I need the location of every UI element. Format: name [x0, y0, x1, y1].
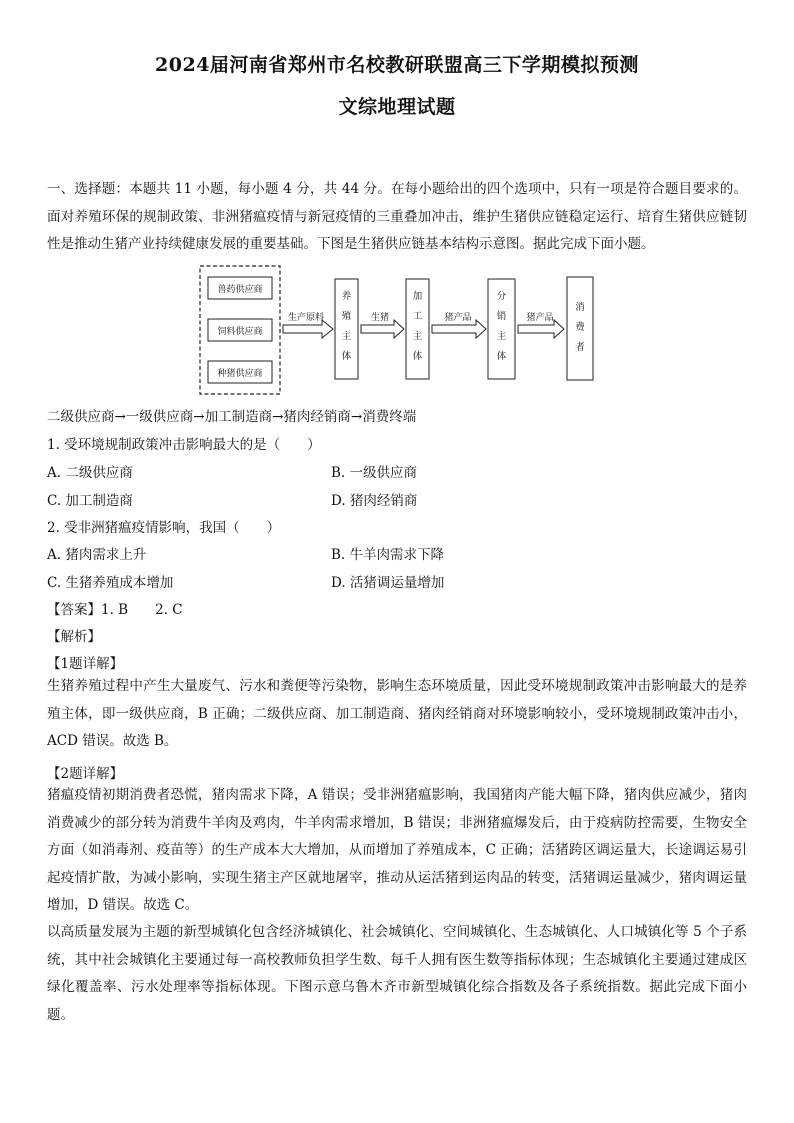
stage-label-consumer: 消费者 [575, 302, 585, 353]
analysis-label: 【解析】 [47, 629, 101, 645]
detail-1-label: 【1题详解】 [47, 656, 124, 672]
supplier-label-vet: 兽药供应商 [217, 285, 263, 295]
stage-label-farming: 养殖主体 [341, 291, 352, 362]
q1-stem: 1. 受环境规制政策冲击影响最大的是（ ） [47, 437, 321, 453]
arrow-label-3: 猪产品 [444, 313, 472, 323]
q1-option-d: D. 猪肉经销商 [331, 493, 418, 509]
section-intro: 一、选择题：本题共 11 小题，每小题 4 分，共 44 分。在每小题给出的四个选项中，只有一项是符合题目要求的。面对养殖环保的规制政策、非洲猪瘟疫情与新冠疫情的三重叠加冲击，维护生猪供应链稳定运行、培育生猪供应链韧性是推动生猪产业持续健康发展的重要基础。下图是生猪供应链基本结构示意图。据此完成下面小题。 [47, 181, 747, 252]
detail-1-text: 生猪养殖过程中产生大量废气、污水和粪便等污染物，影响生态环境质量，因此受环境规制政策冲击影响最大的是养殖主体，即一级供应商，B 正确；二级供应商、加工制造商、猪肉经销商对环境影响较小，受环境规制政策冲击小，ACD 错误。故选 B。 [47, 678, 747, 749]
stage-label-processing: 加工主体 [412, 291, 423, 362]
q1-option-c: C. 加工制造商 [47, 493, 133, 509]
next-section-intro: 以高质量发展为主题的新型城镇化包含经济城镇化、社会城镇化、空间城镇化、生态城镇化、人口城镇化等 5 个子系统，其中社会城镇化主要通过每一高校教师负担学生数、每千人拥有医生数等指标体现；生态城镇化主要通过建成区绿化覆盖率、污水处理率等指标体现。下图示意乌鲁木齐市新型城镇化综合指数及各子系统指数。据此完成下面小题。 [47, 924, 747, 1023]
q1-option-b: B. 一级供应商 [331, 465, 418, 481]
q2-option-d: D. 活猪调运量增加 [331, 575, 445, 591]
q2-stem: 2. 受非洲猪瘟疫情影响，我国（ ） [47, 520, 281, 536]
answer-line: 【答案】1. B 2. C [47, 602, 183, 618]
q2-option-c: C. 生猪养殖成本增加 [47, 575, 174, 591]
stage-label-distribution: 分销主体 [496, 291, 507, 362]
arrow-label-2: 生猪 [370, 313, 390, 323]
supplier-label-feed: 饲料供应商 [217, 327, 263, 337]
detail-2-text: 猪瘟疫情初期消费者恐慌，猪肉需求下降，A 错误；受非洲猪瘟影响，我国猪肉产能大幅下降，猪肉供应减少，猪肉消费减少的部分转为消费牛羊肉及鸡肉，牛羊肉需求增加，B 错误；非洲猪瘟爆发后，由于疫病防控需要，生物安全方面（如消毒剂、疫苗等）的生产成本大大增加，从而增加了养殖成本，C 正确；活猪跨区调运量大，长途调运易引起疫情扩散，为减小影响，实现生猪主产区就地屠宰，推动从运活猪到运肉品的转变，活猪调运量减少，猪肉调运量增加，D 错误。故选 C。 [47, 787, 747, 913]
arrow-label-4: 猪产品 [526, 313, 554, 323]
q1-option-a: A. 二级供应商 [47, 465, 133, 481]
detail-2-label: 【2题详解】 [47, 766, 124, 782]
q2-option-b: B. 牛羊肉需求下降 [331, 547, 445, 563]
supply-chain-diagram [198, 263, 618, 398]
page-title: 2024届河南省郑州市名校教研联盟高三下学期模拟预测 [155, 54, 639, 76]
chain-line: 二级供应商→一级供应商→加工制造商→猪肉经销商→消费终端 [47, 409, 417, 425]
arrow-label-1: 生产原料 [287, 313, 325, 323]
supplier-label-breed: 种猪供应商 [217, 369, 263, 379]
q2-option-a: A. 猪肉需求上升 [47, 547, 147, 563]
page-subtitle: 文综地理试题 [338, 96, 456, 118]
